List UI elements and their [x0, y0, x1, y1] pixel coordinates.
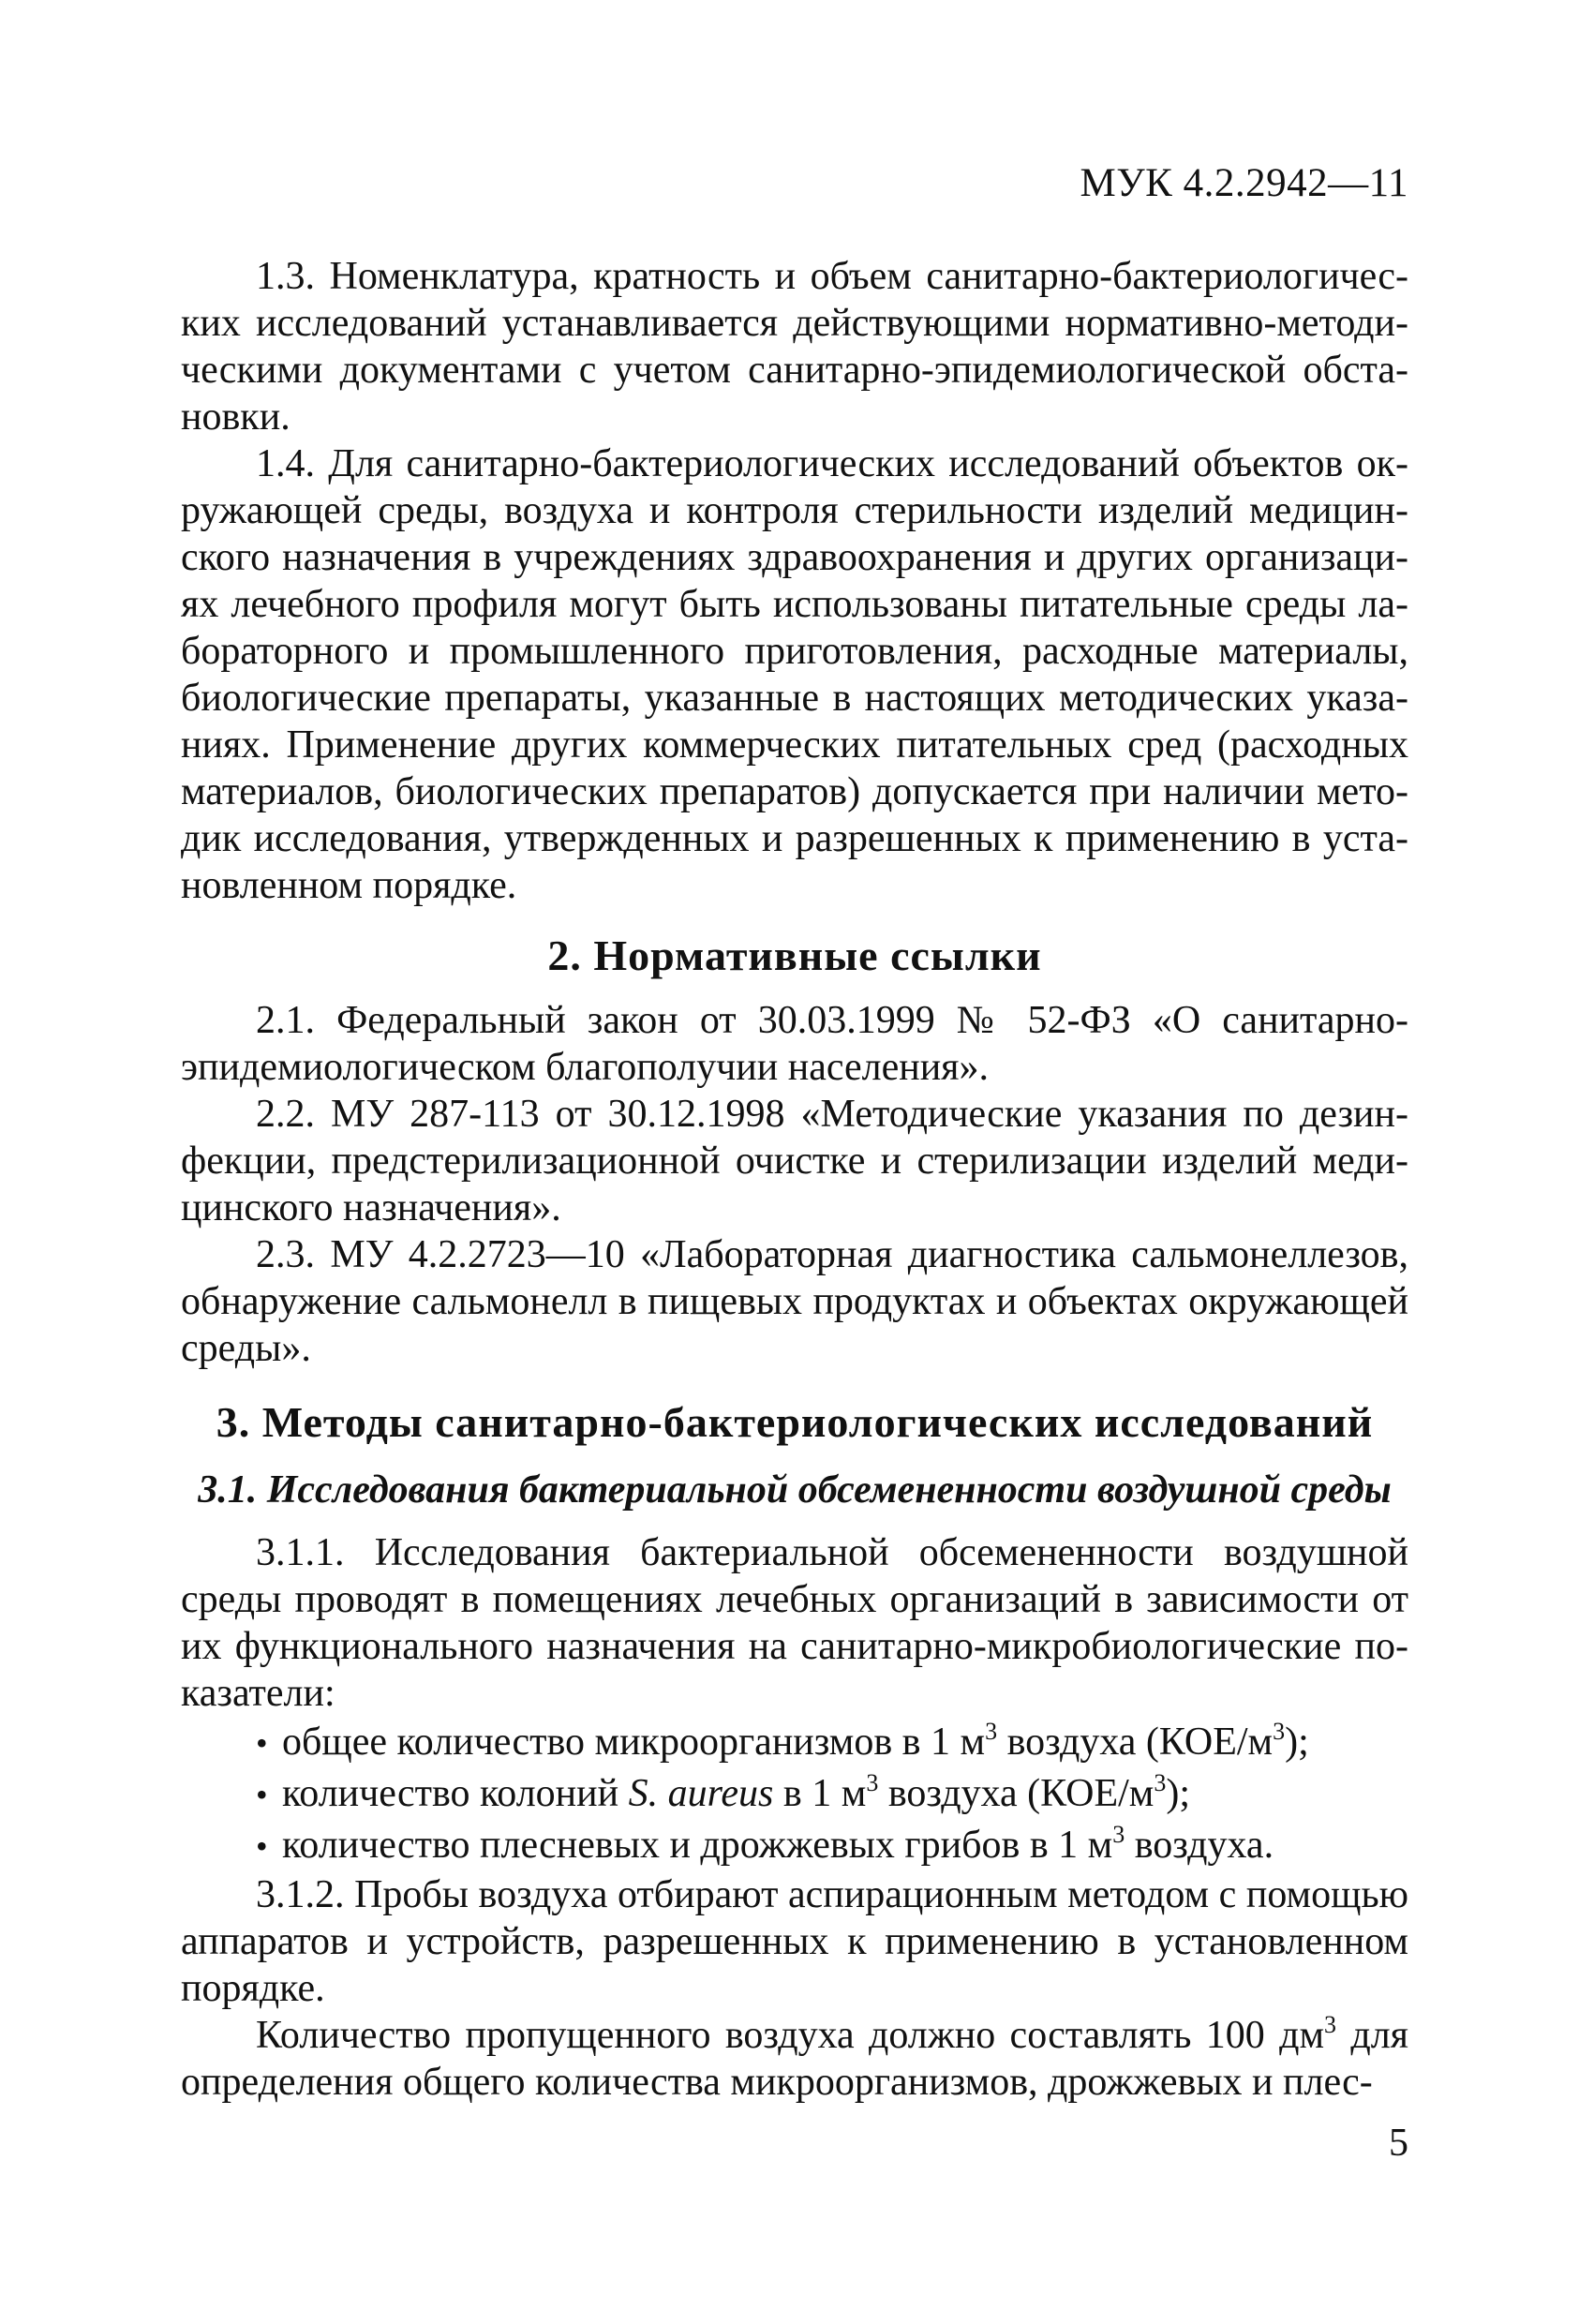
- list-item: [256, 1768, 1408, 1820]
- paragraph-3-1-2: 3.1.2. Пробы воздуха отбирают аспирационным методом с помощью аппаратов и устройств, разрешенных к применению в установленном порядке.: [181, 1873, 1408, 2010]
- paragraph-text: для определения общего количества микроорганизмов, дрожжевых и плес-: [181, 2014, 1408, 2104]
- superscript: 3: [1112, 1821, 1125, 1848]
- bullet-text: количество плесневых и дрожжевых грибов в 1 м: [282, 1824, 1113, 1867]
- bullet-text: общее количество микроорганизмов в 1 м: [282, 1721, 986, 1764]
- page-number: 5: [1389, 2122, 1408, 2165]
- subsection-3-1-heading: 3.1. Исследования бактериальной обсемененности воздушной среды: [198, 1468, 1392, 1512]
- species-name: S. aureus: [628, 1772, 774, 1815]
- bullet-text: в 1 м: [773, 1772, 867, 1815]
- paragraph-1-3: 1.3. Номенклатура, кратность и объем санитарно-бактериологических исследований устанавливается действующими нормативно-методическими документами с учетом санитарно-эпидемиологической обстановки.: [181, 255, 1408, 439]
- paragraph-3-1-1: 3.1.1. Исследования бактериальной обсемененности воздушной среды проводят в помещениях лечебных организаций в зависимости от их функционального назначения на санитарно-микробиологические показатели:: [181, 1531, 1408, 1715]
- superscript: 3: [1324, 2011, 1337, 2038]
- paragraph-air-volume: [181, 2012, 1408, 2106]
- bullet-text: количество колоний: [282, 1772, 629, 1815]
- superscript: 3: [866, 1769, 879, 1796]
- bullet-icon: •: [256, 1776, 268, 1813]
- paragraph-2-2: 2.2. МУ 287-113 от 30.12.1998 «Методические указания по дезинфекции, предстерилизационной очистке и стерилизации изделий медицинского назначения».: [181, 1093, 1408, 1229]
- paragraph-text: Количество пропущенного воздуха должно составлять 100 дм: [256, 2014, 1325, 2057]
- paragraph-2-1: 2.1. Федеральный закон от 30.03.1999 № 52-ФЗ «О санитарно-эпидемиологическом благополучии населения».: [181, 999, 1408, 1089]
- bullet-icon: •: [256, 1827, 268, 1865]
- superscript: 3: [1154, 1769, 1167, 1796]
- bullet-text: воздуха.: [1125, 1824, 1274, 1867]
- section-2-heading: 2. Нормативные ссылки: [547, 931, 1042, 979]
- bullet-icon: •: [256, 1724, 268, 1762]
- section-3-heading: 3. Методы санитарно-бактериологических исследований: [216, 1398, 1374, 1446]
- bullet-text: );: [1166, 1772, 1191, 1815]
- list-item: [256, 1717, 1408, 1768]
- bullet-text: воздуха (КОЕ/м: [997, 1721, 1274, 1764]
- document-code-header: МУК 4.2.2942—11: [1080, 161, 1408, 205]
- document-body: [181, 253, 1408, 2106]
- bullet-text: воздуха (КОЕ/м: [878, 1772, 1155, 1815]
- list-item: [256, 1820, 1408, 1871]
- bullet-text: );: [1285, 1721, 1309, 1764]
- indicator-list: [181, 1717, 1408, 1871]
- superscript: 3: [1273, 1718, 1286, 1745]
- document-page: [181, 0, 1408, 2324]
- paragraph-1-4: 1.4. Для санитарно-бактериологических исследований объектов окружающей среды, воздуха и контроля стерильности изделий медицинского назначения в учреждениях здравоохранения и других организациях лечебного профиля могут быть использованы питательные среды лабораторного и промышленного приготовления, расходные материалы, биологические препараты, указанные в настоящих методических указаниях. Применение других коммерческих питательных сред (расходных материалов, биологических препаратов) допускается при наличии методик исследования, утвержденных и разрешенных к применению в установленном порядке.: [181, 442, 1408, 907]
- superscript: 3: [985, 1718, 998, 1745]
- paragraph-2-3: 2.3. МУ 4.2.2723—10 «Лабораторная диагностика сальмонеллезов, обнаружение сальмонелл в пищевых продуктах и объектах окружающей среды».: [181, 1233, 1408, 1370]
